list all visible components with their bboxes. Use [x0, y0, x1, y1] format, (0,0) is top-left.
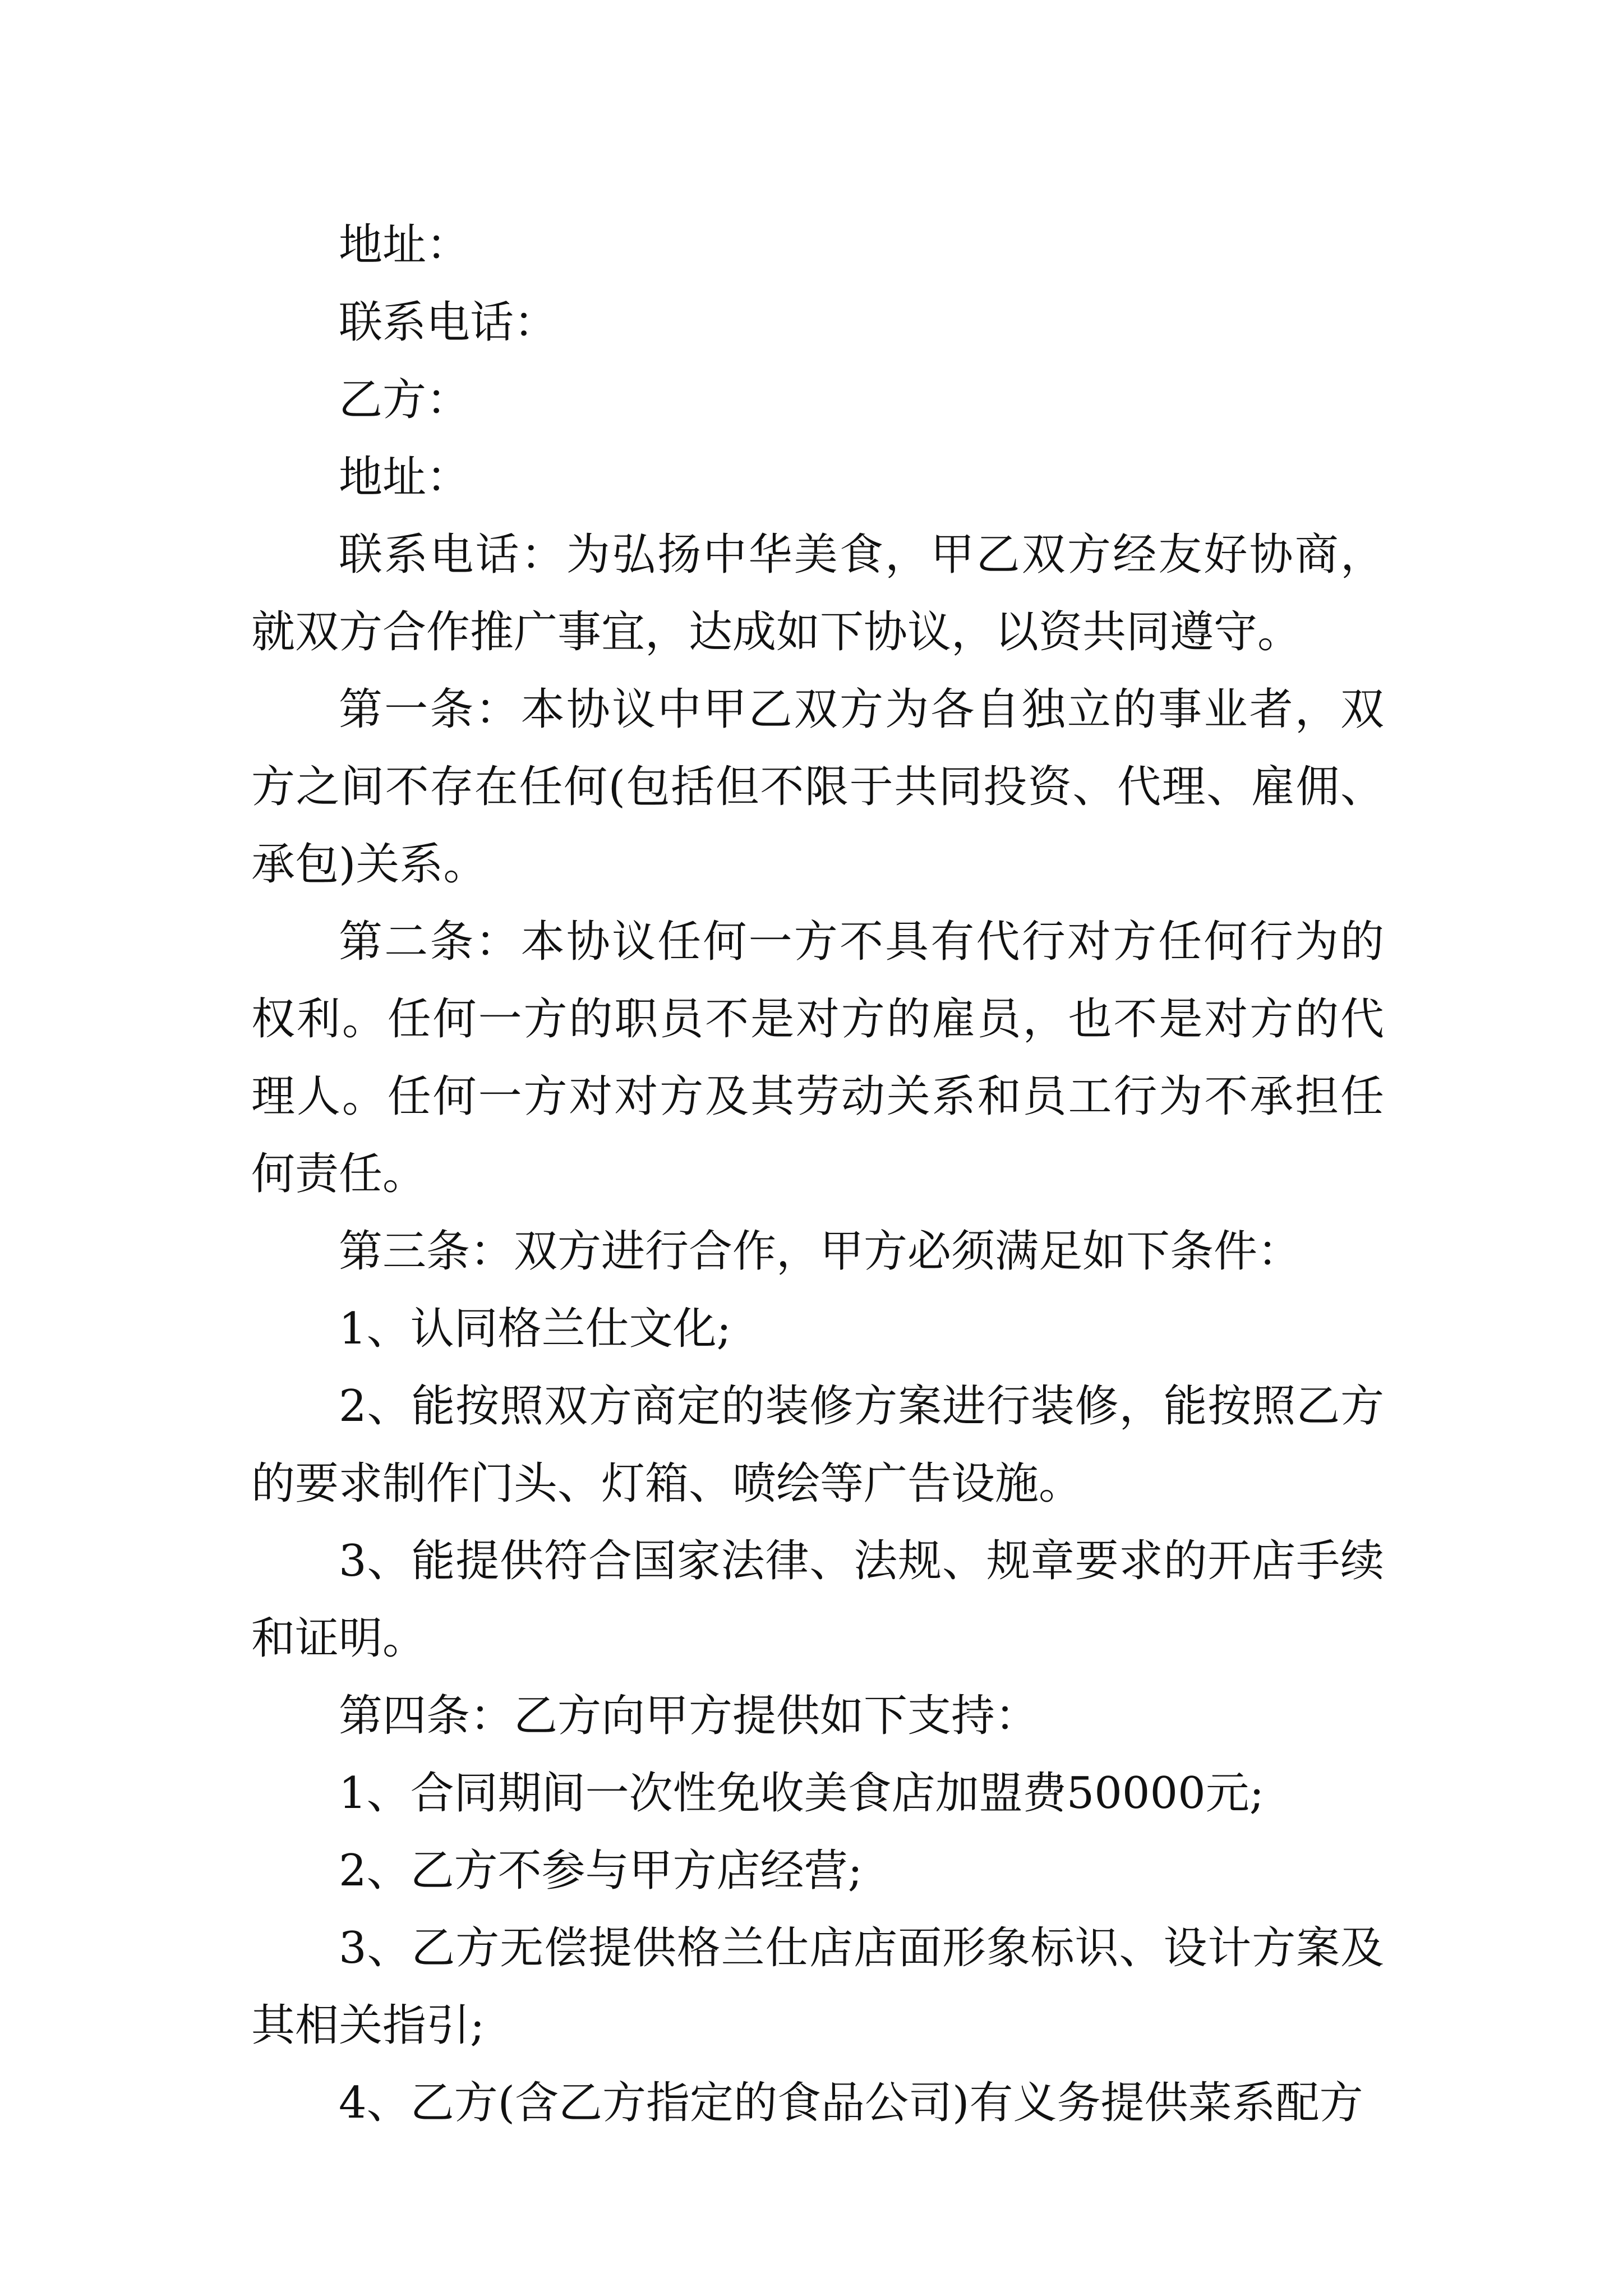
contract-body	[251, 206, 1384, 2142]
party-a-phone: 联系电话：	[339, 297, 558, 348]
article-3-item-3: 3、能提供符合国家法律、法规、规章要求的开店手续和证明。	[251, 1536, 1384, 1664]
article-4-item-2: 2、乙方不参与甲方店经营;	[339, 1846, 863, 1896]
article-4: 第四条：乙方向甲方提供如下支持：	[339, 1691, 1039, 1741]
article-2: 第二条：本协议任何一方不具有代行对方任何行为的权利。任何一方的职员不是对方的雇员，也不是对方的代理人。任何一方对对方及其劳动关系和员工行为不承担任何责任。	[251, 917, 1384, 1199]
article-3: 第三条：双方进行合作，甲方必须满足如下条件：	[339, 1226, 1302, 1277]
article-4-item-3: 3、乙方无偿提供格兰仕店店面形象标识、设计方案及其相关指引;	[251, 1923, 1384, 2051]
party-b-address: 地址：	[339, 452, 471, 503]
article-4-item-4: 4、乙方(含乙方指定的食品公司)有义务提供菜系配方	[339, 2078, 1363, 2128]
article-1: 第一条：本协议中甲乙双方为各自独立的事业者，双方之间不存在任何(包括但不限于共同投资、代理、雇佣、承包)关系。	[251, 684, 1384, 890]
party-b-phone-preamble: 联系电话：为弘扬中华美食，甲乙双方经友好协商，就双方合作推广事宜，达成如下协议，以资共同遵守。	[251, 530, 1384, 657]
party-a-address: 地址：	[339, 220, 471, 270]
article-3-item-1: 1、认同格兰仕文化;	[339, 1304, 731, 1354]
party-b-label: 乙方：	[339, 375, 471, 425]
article-4-item-1: 1、合同期间一次性免收美食店加盟费50000元;	[339, 1768, 1265, 1819]
article-3-item-2: 2、能按照双方商定的装修方案进行装修，能按照乙方的要求制作门头、灯箱、喷绘等广告设施。	[251, 1381, 1384, 1509]
